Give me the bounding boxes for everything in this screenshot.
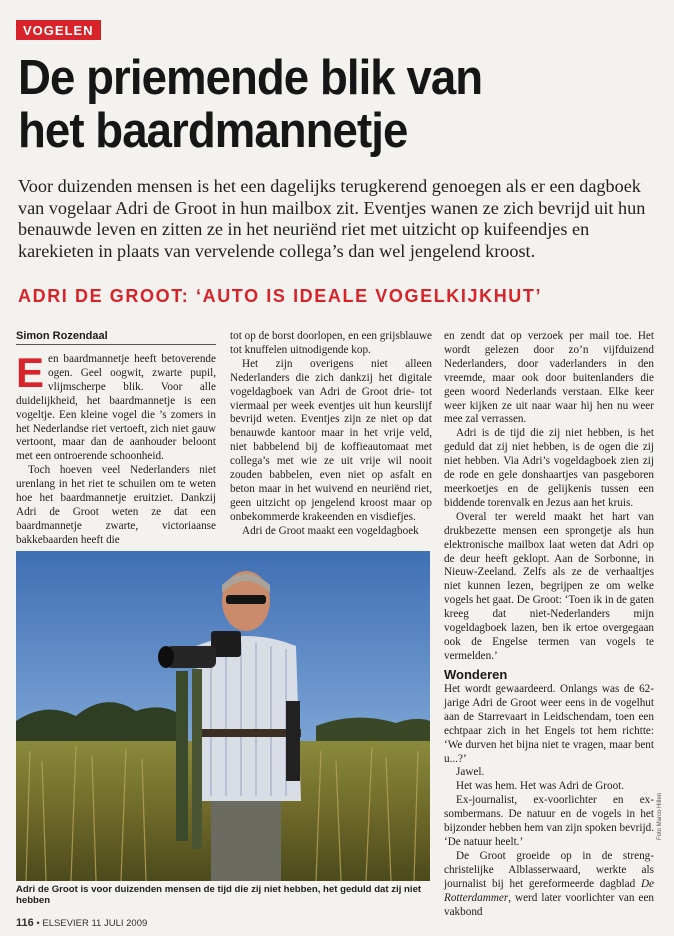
photo-caption: Adri de Groot is voor duizenden mensen de tijd die zij niet hebben, het geduld dat zij niet hebben: [16, 884, 422, 906]
section-tag: VOGELEN: [16, 20, 101, 40]
paragraph: Jawel.: [456, 766, 485, 779]
subheading: ADRI DE GROOT: ‘AUTO IS IDEALE VOGELKIJKHUT’: [18, 286, 543, 306]
paragraph-text: en baardmannetje heeft betoverende ogen. Geel oogwit, zwarte pupil, vlijmscherpe blik. Voor alle duidelijkheid, het baardmannetje is een vogeltje. Een kleine vogel die ’s zomers in het Nederlandse riet vertoeft, zich niet gauw vertoont, maar dan de aanhouder beloont met een ontroerende schoonheid.: [16, 353, 216, 463]
paragraph: Ex-journalist, ex-voorlichter en ex-sombermans. De natuur en de vogels in het bijzonder hebben hem van zijn spoken bevrijd. ‘De natuur heelt.’: [444, 794, 654, 848]
page-number: 116: [16, 917, 34, 929]
article-column-3: [444, 330, 654, 664]
article-column-3-continued: [444, 683, 654, 919]
paragraph: [444, 850, 654, 920]
article-column-1: [16, 349, 216, 548]
paragraph: Het was hem. Het was Adri de Groot.: [456, 780, 625, 793]
publication-date: • ELSEVIER 11 JULI 2009: [33, 918, 148, 929]
paragraph: Adri de Groot maakt een vogeldagboek: [242, 524, 419, 537]
paragraph: tot op de borst doorlopen, en een grijsblauwe tot knuffelen uitnodigende kop.: [230, 330, 432, 356]
section-heading-wonderen: Wonderen: [444, 667, 508, 682]
article-column-2: [230, 330, 432, 539]
photo-illustration: [16, 551, 430, 881]
byline: Simon Rozendaal: [16, 330, 108, 342]
headline: [18, 52, 613, 158]
birdwatcher-photo: [16, 551, 430, 881]
paragraph-text: , werd later voorlichter van een vakbond: [444, 891, 654, 918]
lede-paragraph: Voor duizenden mensen is het een dagelijks terugkerend genoegen als er een dagboek van vogelaar Adri de Groot in hun mailbox zit. Eventjes wanen ze zich bevrijd uit hun benauwde leven en zitten ze in het neuriënd riet met uitzicht op kuifeendjes en karekieten in plaats van vervelende collega’s dan wel jengelend kroost.: [18, 176, 646, 261]
paragraph-text: De Groot groeide op in de streng-christelijke Alblasserwaard, werkte als journalist bij het gereformeerde dagblad: [444, 849, 654, 890]
headline-line-2: het baardmannetje: [18, 104, 408, 158]
drop-cap: E: [16, 349, 45, 396]
paragraph: en zendt dat op verzoek per mail toe. Het wordt gelezen door zo’n vijfduizend Nederlanders, door vaderlanders in den vreemde, maar ook door buitenlanders die geen woord Nederlands verstaan. Elke keer weer kijken ze uit naar waar hij hen nu weer mee zal verrassen.: [444, 330, 654, 426]
photo-credit: Foto Marco Hillen: [657, 792, 663, 840]
paragraph: Het zijn overigens niet alleen Nederlanders die zich dankzij het digitale vogeldagboek van Adri de Groot drie- tot viermaal per week eventjes uit hun keurslijf bevrijd weten. Eventjes zijn ze niet op dat benauwde kantoor maar in het vrije veld, niet babbelend bij de koffieautomaat met collega’s met wie ze uit vrije wil nooit zouden babbelen, even niet op asfalt en beton maar in het wuivend en neuriënd riet, geen uitzicht op jengelend kroost maar op onbekommerde krakeenden en visdiefjes.: [230, 357, 432, 523]
headline-line-1: De priemende blik van: [18, 51, 483, 105]
paragraph: Overal ter wereld maakt het hart van drukbezette mensen een sprongetje als hun elektronische mailbox laat weten dat Adri op de deur heeft geklopt. Aan de Sorbonne, in Nieuw-Zeeland. Zelfs als ze de verhaaltjes niet kunnen lezen, begrijpen ze om welke vogels het gaat. De Groot: ‘Toen ik in de gaten kreeg dat niet-Nederlanders mijn vogeldagboek lazen, ben ik ertoe overgegaan ook de Engelse termen van vogels te vermelden.’: [444, 510, 654, 662]
paragraph: Het wordt gewaardeerd. Onlangs was de 62-jarige Adri de Groot weer eens in de vogelhut aan de Starrevaart in Leidschendam, toen een echtpaar zich in het Engels tot hem richtte: ‘We durven het bijna niet te vragen, maar bent u...?’: [444, 683, 654, 765]
paragraph: Toch hoeven veel Nederlanders niet urenlang in het riet te schuilen om te weten hoe het baardmannetje eruitziet. Dankzij Adri de Groot weten ze dat een baardmannetje zwarte, victoriaanse bakkebaarden heeft die: [16, 464, 216, 546]
paragraph: [16, 349, 216, 464]
byline-rule: [16, 344, 216, 345]
newspaper-title: De Rotterdammer: [444, 877, 654, 904]
paragraph: Adri is de tijd die zij niet hebben, is het geduld dat zij niet hebben, is de ogen die zij niet hebben. Via Adri’s vogeldagboek zien zij de rode en gele donshaartjes van pasgeboren meerkoetjes en de gelijkenis tussen een biddende torenvalk en Jezus aan het kruis.: [444, 427, 654, 509]
page-footer: [16, 917, 147, 929]
